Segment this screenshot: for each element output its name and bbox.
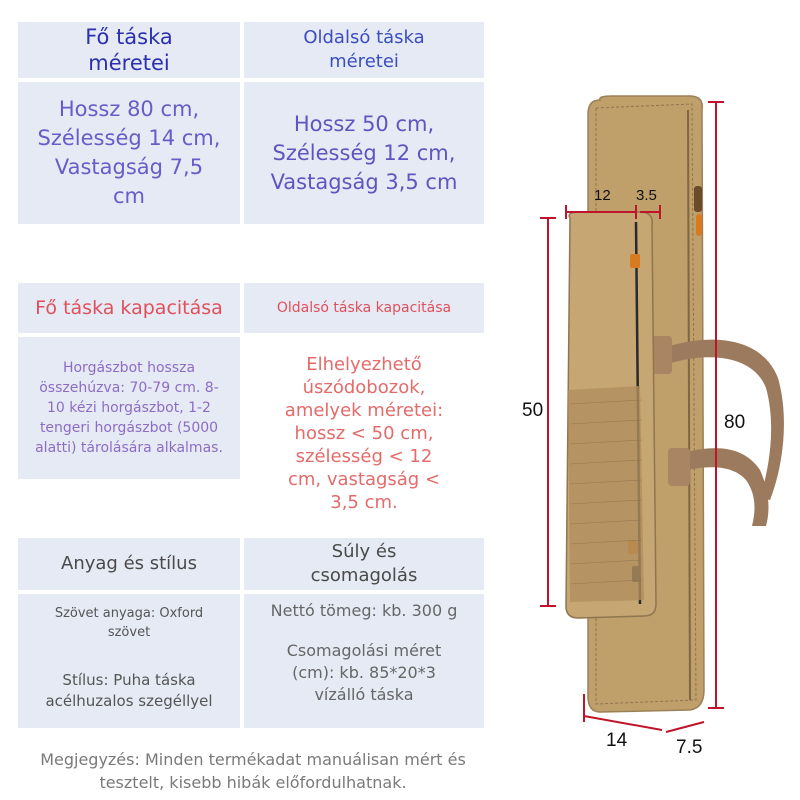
- side-bag-dimensions-header: Oldalsó táska méretei: [244, 22, 484, 78]
- side-length-label: 50: [522, 400, 544, 421]
- main-bag-dimensions-header: Fő táska méretei: [18, 22, 240, 78]
- side-pocket: [566, 212, 656, 618]
- disclaimer-note: Megjegyzés: Minden termékadat manuálisan mért és tesztelt, kisebb hibák előfordulhatnak.: [40, 750, 466, 792]
- main-bag-dimensions-value: Hossz 80 cm, Szélesség 14 cm, Vastagság 7,5 cm: [18, 82, 240, 224]
- package-size-text: Csomagolási méret (cm): kb. 85*20*3 vízálló táska: [286, 641, 442, 704]
- side-width-label: 12: [594, 187, 611, 204]
- weight-packaging-header: Súly és csomagolás: [244, 538, 484, 590]
- main-length-label: 80: [724, 412, 746, 433]
- main-thickness-label: 7.5: [676, 737, 703, 758]
- main-bag-capacity-header: Fő táska kapacitása: [18, 283, 240, 333]
- main-width-label: 14: [606, 730, 628, 751]
- side-thickness-label: 3.5: [636, 187, 657, 204]
- material-style-header: Anyag és stílus: [18, 538, 240, 590]
- net-weight-text: Nettó tömeg: kb. 300 g: [270, 601, 458, 620]
- fabric-text: Szövet anyaga: Oxford szövet: [54, 606, 204, 640]
- main-bag-capacity-value: Horgászbot hossza összehúzva: 70-79 cm. 8-10 kézi horgászbot, 1-2 tengeri horgászbot (5000 alatti) tárolására alkalmas.: [18, 337, 240, 479]
- side-bag-capacity-value: Elhelyezhető úszódobozok, amelyek méretei: hossz < 50 cm, szélesség < 12 cm, vastagság < 3,5 cm.: [284, 354, 444, 513]
- style-text: Stílus: Puha táska acélhuzalos szegéllyel: [45, 671, 213, 710]
- side-bag-capacity-header: Oldalsó táska kapacitása: [244, 283, 484, 333]
- side-bag-dimensions-value: Hossz 50 cm, Szélesség 12 cm, Vastagság 3,5 cm: [244, 82, 484, 224]
